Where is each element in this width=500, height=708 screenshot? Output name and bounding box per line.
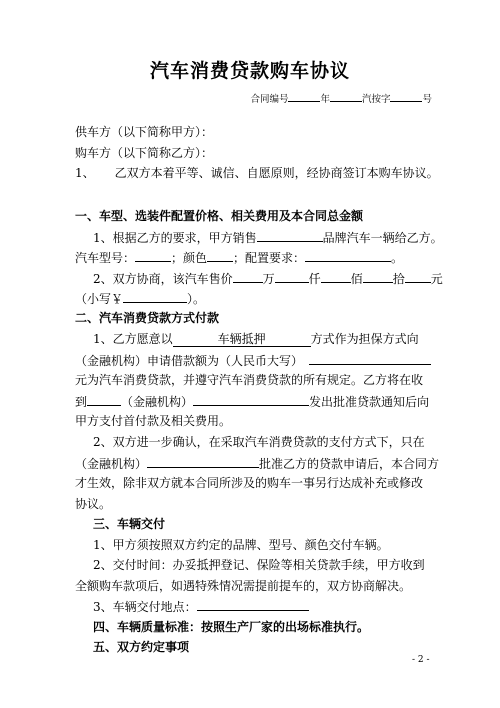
intro-line [75,165,439,181]
section-4-heading: 四、车辆质量标准：按照生产厂家的出场标准执行。 [93,620,370,634]
blank [288,92,320,102]
blank [193,393,309,406]
blank [363,270,393,283]
s3-line-4: 3、车辆交付地点： [93,598,309,615]
s2-line-5: 甲方支付首付款及相关费用。 [75,414,232,428]
intro-number: 1、 [75,166,95,180]
intro-text: 乙双方本着平等、诚信、自愿原则，经协商签订本购车协议。 [114,166,439,180]
s2-line-4: 到 （金融机构） 发出批准贷款通知后向 [75,395,430,409]
section-2-heading: 二、汽车消费贷款方式付款 [75,311,220,325]
s2-line-3: 元为汽车消费贷款，并遵守汽车消费贷款的所有规定。乙方将在收 [75,373,424,387]
page-number: - 2 - [412,655,430,665]
guarantee-method-field: 车辆抵押 [173,332,311,347]
section-1-heading: 一、车型、选装件配置价格、相关费用及本合同总金额 [75,209,364,223]
no-label: 号 [422,94,432,105]
s1-line-3: 2、双方协商，该汽车售价 万 仟 佰 拾 元 [93,272,443,286]
blank [197,598,309,611]
blank [87,393,121,406]
contract-number [250,91,432,105]
blank [207,249,233,262]
blank [321,270,351,283]
blank [147,455,259,468]
blank [330,92,362,102]
blank [275,270,309,283]
seller-line: 供车方（以下简称甲方）： [75,125,214,139]
year-label: 年 [320,94,330,105]
s3-line-3: 全额购车款项后，如遇特殊情况需提前提车的，双方协商解决。 [75,579,412,593]
s2-line-7: （金融机构） 批准乙方的贷款申请后，本合同方 [75,457,440,471]
s2-line-1: 1、乙方愿意以 车辆抵押 方式作为担保方式向 [93,332,419,346]
s1-line-2: 汽车型号： ；颜色 ；配置要求： 。 [75,251,404,265]
blank [305,249,391,262]
blank [123,290,187,303]
blank [390,92,422,102]
document-title: 汽车消费贷款购车协议 [149,60,350,82]
s1-line-1: 1、根据乙方的要求，甲方销售 品牌汽车一辆给乙方。 [93,231,443,245]
section-3-heading: 三、车辆交付 [93,517,166,531]
blank [405,270,431,283]
blank [257,229,323,242]
s2-line-9: 协议。 [75,497,112,511]
s2-line-2: （金融机构）申请借款额为（人民币大写） [75,352,431,369]
buyer-line: 购车方（以下简称乙方）： [75,146,214,160]
s3-line-2: 2、交付时间：办妥抵押登记、保险等相关贷款手续，甲方收到 [93,558,425,572]
s3-line-1: 1、甲方须按照双方约定的品牌、型号、颜色交付车辆。 [93,538,389,552]
car-label: 汽按字 [361,94,391,105]
s2-line-8: 才生效，除非双方就本合同所涉及的购车一事另行达成补充或修改 [75,476,424,490]
contract-number-label: 合同编号 [250,94,289,105]
section-5-heading: 五、双方约定事项 [93,640,190,654]
blank [233,270,263,283]
s2-line-6: 2、双方进一步确认，在采取汽车消费贷款的支付方式下，只在 [93,435,425,449]
blank [135,249,171,262]
blank [309,352,431,365]
s1-line-4: （小写￥ ）。 [75,292,206,306]
